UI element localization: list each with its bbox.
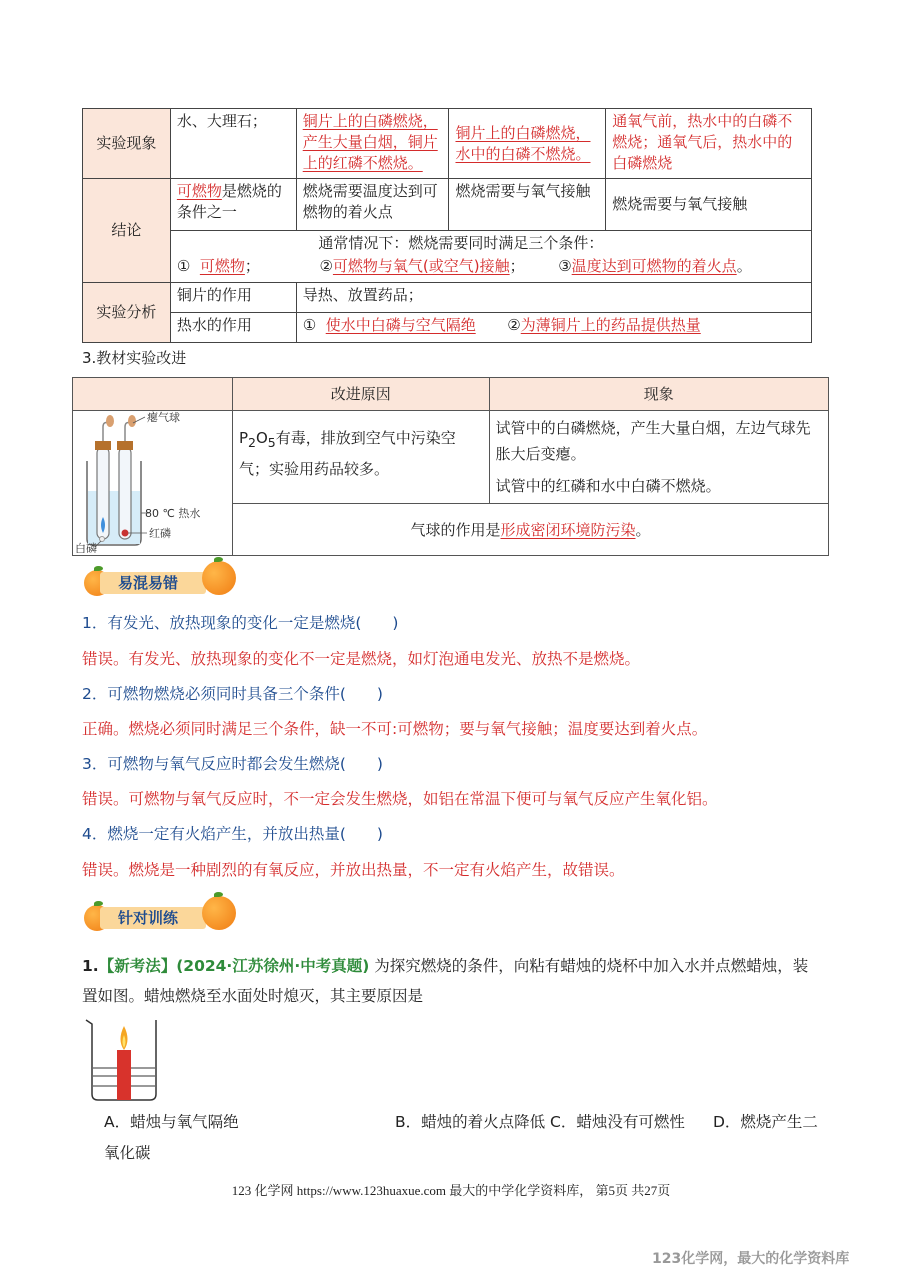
- r2-num1: ①: [302, 316, 317, 334]
- label-analysis: 实验分析: [83, 283, 171, 343]
- cond1-sep: ；: [244, 257, 260, 275]
- r2-fill1: 使水中白磷与空气隔绝: [325, 316, 476, 334]
- phenomenon-c4: 通氧气前，热水中的白磷不燃烧；通氧气后，热水中的白磷燃烧: [606, 109, 812, 179]
- orange-right-icon: [202, 896, 236, 930]
- conclusion-c1: [170, 179, 296, 231]
- phenomenon-2: 试管中的红磷和水中白磷不燃烧。: [495, 477, 721, 495]
- label-conclusion: 结论: [83, 179, 171, 283]
- label-phenomenon: 实验现象: [83, 109, 171, 179]
- banner-practice: [84, 900, 244, 934]
- balloon-role-suffix: 。: [635, 520, 651, 539]
- beaker-candle-figure: [84, 1016, 164, 1102]
- confusion-a4: 错误。燃烧是一种剧烈的有氧反应，并放出热量，不一定有火焰产生，故错误。: [82, 861, 625, 879]
- option-b: B．蜡烛的着火点降低: [395, 1113, 546, 1131]
- cond2-fill: 可燃物与氧气(或空气)接触: [332, 257, 510, 275]
- conclusion-c1-rest: 是燃烧的条件之一: [176, 182, 282, 221]
- cond3-sep: 。: [736, 257, 752, 275]
- leaf-icon: [94, 901, 103, 906]
- confusion-a3: 错误。可燃物与氧气反应时，不一定会发生燃烧，如铝在常温下便可与氧气反应产生氧化铝。: [82, 790, 718, 808]
- phenomenon-c3: 铜片上的白磷燃烧，水中的白磷不燃烧。: [449, 109, 606, 179]
- confusion-q4: 4．燃烧一定有火焰产生，并放出热量( ): [82, 825, 383, 843]
- r2-fill2: 为薄铜片上的药品提供热量: [520, 316, 701, 334]
- apparatus-diagram-cell: [73, 411, 233, 556]
- exercise-line1: [82, 951, 822, 981]
- cond2-sep: ；: [509, 257, 525, 275]
- header-phenomenon: 现象: [489, 378, 828, 411]
- label-balloon: 瘪气球: [147, 411, 180, 424]
- conclusion-c2: 燃烧需要温度达到可燃物的着火点: [296, 179, 449, 231]
- watermark: 123化学网，最大的化学资料库: [652, 1251, 850, 1267]
- three-conditions: [177, 254, 805, 278]
- cond3-fill: 温度达到可燃物的着火点: [571, 257, 737, 275]
- analysis-r1-label: 铜片的作用: [170, 283, 296, 313]
- leaf-icon: [94, 566, 103, 571]
- exercise-num: 1.: [82, 957, 99, 975]
- banner-confusions: [84, 565, 244, 599]
- conclusion-c3: 燃烧需要与氧气接触: [449, 179, 606, 231]
- improvement-table: [72, 377, 829, 556]
- reason-cell: [232, 411, 489, 504]
- balloon-role-prefix: 气球的作用是: [410, 520, 501, 539]
- option-d-cont: 氧化碳: [104, 1144, 151, 1162]
- phenomenon-1: 试管中的白磷燃烧，产生大量白烟，左边气球先胀大后变瘪。: [495, 419, 811, 463]
- exercise-stem: [82, 951, 822, 1011]
- formula-sub5: 5: [267, 435, 276, 450]
- summary-line: 通常情况下：燃烧需要同时满足三个条件：: [318, 234, 604, 252]
- exercise-stem-line1: 为探究燃烧的条件，向粘有蜡烛的烧杯中加入水并点燃蜡烛，装: [374, 957, 809, 975]
- page-footer: 123 化学网 https://www.123huaxue.com 最大的中学化学资料库， 第5页 共27页: [231, 1183, 671, 1198]
- analysis-r2-label: 热水的作用: [170, 313, 296, 343]
- exercise-tag: 【新考法】: [98, 957, 177, 975]
- formula-sub2: 2: [248, 435, 256, 450]
- section3-title: 3.教材实验改进: [82, 349, 187, 367]
- leaf-icon: [214, 557, 223, 562]
- option-c: C．蜡烛没有可燃性: [550, 1113, 685, 1131]
- label-hot-water: 80 ℃ 热水: [145, 507, 201, 520]
- cond1-num: ①: [176, 257, 191, 275]
- phenomenon-cell: [489, 411, 828, 504]
- phenomenon-c2: 铜片上的白磷燃烧，产生大量白烟，铜片上的红磷不燃烧。: [296, 109, 449, 179]
- orange-right-icon: [202, 561, 236, 595]
- r2-num2: ②: [507, 316, 521, 334]
- cond3-num: ③: [558, 257, 572, 275]
- reason-text: 有毒，排放到空气中污染空气；实验用药品较多。: [238, 429, 456, 478]
- cond1-fill: 可燃物: [199, 257, 245, 275]
- conditions-table: [82, 108, 812, 343]
- cond2-num: ②: [319, 257, 333, 275]
- apparatus-diagram: [73, 411, 231, 553]
- option-a: A．蜡烛与氧气隔绝: [104, 1113, 239, 1131]
- phenomenon-c1: 水、大理石；: [170, 109, 296, 179]
- analysis-r2-value: [296, 313, 811, 343]
- confusion-q2: 2．可燃物燃烧必须同时具备三个条件( ): [82, 685, 383, 703]
- option-d: D．燃烧产生二: [713, 1113, 818, 1131]
- confusion-q3: 3．可燃物与氧气反应时都会发生燃烧( ): [82, 755, 383, 773]
- banner-confusions-label: 易混易错: [100, 572, 206, 594]
- formula-o: O: [255, 429, 268, 447]
- label-red-phosphorus: 红磷: [149, 527, 171, 540]
- analysis-r1-value: 导热、放置药品；: [296, 283, 811, 313]
- exercise-stem-line2: 置如图。蜡烛燃烧至水面处时熄灭，其主要原因是: [82, 987, 424, 1005]
- label-white-phosphorus: 白磷: [75, 542, 97, 553]
- fill-combustible: 可燃物: [176, 182, 222, 200]
- header-reason: 改进原因: [232, 378, 489, 411]
- confusion-a1: 错误。有发光、放热现象的变化不一定是燃烧，如灯泡通电发光、放热不是燃烧。: [82, 650, 641, 668]
- formula-p: P: [238, 429, 249, 447]
- banner-practice-label: 针对训练: [100, 907, 206, 929]
- balloon-role-fill: 形成密闭环境防污染: [500, 520, 636, 539]
- confusion-a2: 正确。燃烧必须同时满足三个条件，缺一不可:可燃物；要与氧气接触；温度要达到着火点。: [82, 720, 708, 738]
- leaf-icon: [214, 892, 223, 897]
- confusion-q1: 1．有发光、放热现象的变化一定是燃烧( ): [82, 614, 399, 632]
- exercise-source: (2024·江苏徐州·中考真题): [176, 957, 370, 975]
- header-empty: [73, 378, 233, 411]
- conclusion-summary: [170, 231, 811, 283]
- balloon-role: [232, 504, 828, 556]
- conclusion-c4: 燃烧需要与氧气接触: [606, 179, 812, 231]
